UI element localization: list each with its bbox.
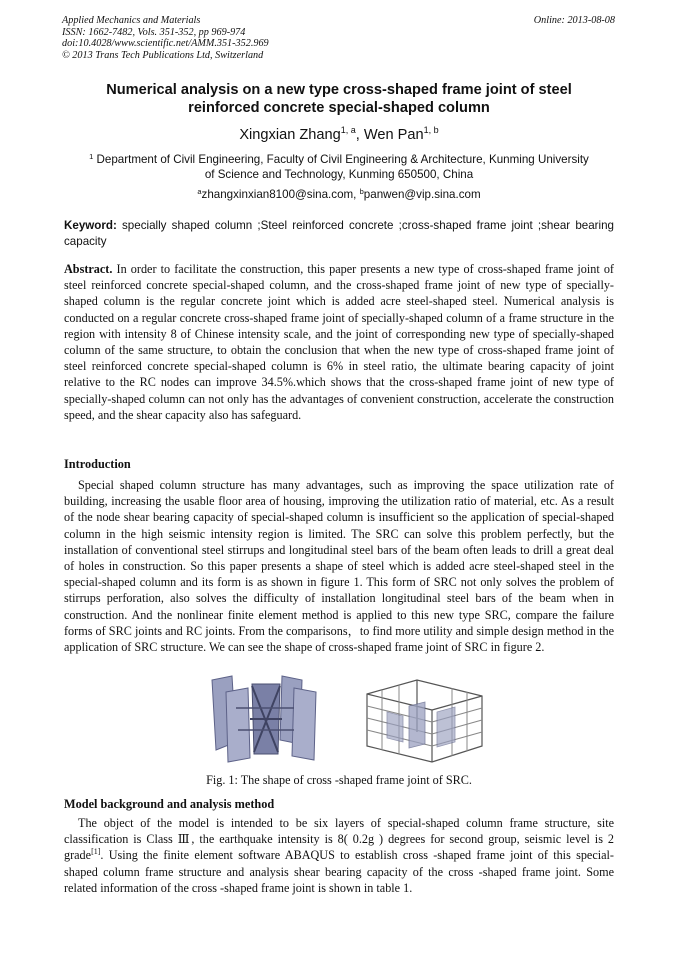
figure-caption: Fig. 1: The shape of cross -shaped frame joint of SRC. <box>206 773 472 787</box>
author-separator: , <box>355 127 364 143</box>
affiliation-line-2: of Science and Technology, Kunming 650500, China <box>204 167 474 181</box>
steel-plate-right-front <box>292 688 316 760</box>
figure-1 <box>64 672 614 764</box>
author-1: Xingxian Zhang <box>239 127 341 143</box>
affiliation-line-1: Department of Civil Engineering, Faculty of Civil Engineering & Architecture, Kunming University <box>93 153 589 166</box>
figure-1-rebar-cage <box>357 676 492 764</box>
email-a-sup: a <box>197 187 202 196</box>
journal-name: Applied Mechanics and Materials <box>62 15 201 26</box>
affiliation-sup: 1 <box>89 152 94 161</box>
author-1-sup: 1, a <box>340 125 356 135</box>
emails <box>60 185 618 202</box>
title-line-2: reinforced concrete special-shaped column <box>188 99 490 116</box>
affiliation <box>60 150 618 182</box>
figure-1-steel-joint <box>204 672 329 764</box>
email-b: panwen@vip.sina.com <box>363 188 481 201</box>
cage-steel-plate <box>387 712 403 742</box>
keywords <box>64 218 614 249</box>
copyright: © 2013 Trans Tech Publications Ltd, Switzerland <box>62 49 264 61</box>
model-heading: Model background and analysis method <box>64 797 275 811</box>
model-text-part-b: . Using the finite element software ABAQUS to establish cross -shaped frame joint of this special-shaped column frame structure and analysis shear bearing capacity of the cross -shaped frame joint. Some related information of the cross -shaped frame joint is shown in table 1. <box>64 848 614 895</box>
email-a: zhangxinxian8100@sina.com, <box>201 188 360 201</box>
keyword-label: Keyword: <box>64 219 117 232</box>
doi: doi:10.4028/www.scientific.net/AMM.351-352.969 <box>62 38 269 49</box>
intro-text: Special shaped column structure has many advantages, such as improving the space utilization rate of building, increasing the usable floor area of housing, improving the utilization ratio of material, etc. As a result of the node shear bearing capacity of special-shaped column is insufficient so the application of special-shaped column in the high seismic intensity region is limited. The SRC can solve this problem perfectly, but the installation of conventional steel stirrups and longitudinal steel bars of the beam often leads to drill a great deal of holes in construction. So this paper presents a shape of steel which is added acre steel-shaped steel in the special-shaped column and its form is as shown in figure 1. This form of SRC not only solves the problem of stirrups perforation, also solves the difficulty of installation longitudinal steel bars of the beam when in construction. And the nonlinear finite element method is applied to this new type SRC, compare the failure forms of SRC joints and RC joints. From the comparisons，to find more utility and simple design method in the application of SRC structure. We can see the shape of cross-shaped frame joint of SRC in figure 2. <box>64 478 614 655</box>
model-text <box>64 815 614 896</box>
paper-title <box>60 82 618 117</box>
authors <box>60 121 618 144</box>
keyword-text: specially shaped column ;Steel reinforced concrete ;cross-shaped frame joint ;shear bearing capacity <box>64 219 614 248</box>
abstract-label: Abstract. <box>64 262 113 276</box>
author-2-sup: 1, b <box>423 125 439 135</box>
email-b-sup: b <box>359 187 364 196</box>
title-line-1: Numerical analysis on a new type cross-shaped frame joint of steel <box>106 82 572 98</box>
abstract <box>64 261 614 423</box>
intro-heading: Introduction <box>64 457 131 471</box>
abstract-text: In order to facilitate the construction, this paper presents a new type of cross-shaped frame joint of steel reinforced concrete special-shaped column, and the cross-shaped frame joint of new type of specially-shaped column is the regular concrete joint which is added acre steel-shaped steel. Numerical analysis is conducted on a regular concrete cross-shaped frame joint of specially-shaped column of a frame structure in the region with intensity 8 of Chinese intensity scale, and the joint of corresponding new type of specially-shaped column of the same structure, to obtain the conclusion that when the new type of cross-shaped frame joint of steel reinforced concrete special-shaped column is 6% in steel ratio, the ultimate bearing capacity of joint relative to the RC nodes can improve 34.5%.which shows that the cross-shaped frame joint of new type of specially-shaped column can not only has the advantages of convenient construction, accelerate the construction speed, and the shear capacity also has safeguard. <box>64 262 614 422</box>
issn: ISSN: 1662-7482, Vols. 351-352, pp 969-974 <box>62 26 246 38</box>
online-date: Online: 2013-08-08 <box>533 15 615 26</box>
model-text-part-a: The object of the model is intended to be six layers of special-shaped column frame structure, site classification is Class Ⅲ, the earthquake intensity is 8( 0.2g ) degrees for second group, seismic level is 2 grade <box>64 816 614 863</box>
cage-steel-plate <box>437 707 455 747</box>
cage-bar <box>432 696 482 710</box>
author-2: Wen Pan <box>363 127 424 143</box>
citation-ref: [1] <box>91 847 101 857</box>
cage-steel-plate <box>409 702 425 748</box>
steel-plate-left-front <box>226 688 250 762</box>
journal-meta <box>62 15 269 61</box>
